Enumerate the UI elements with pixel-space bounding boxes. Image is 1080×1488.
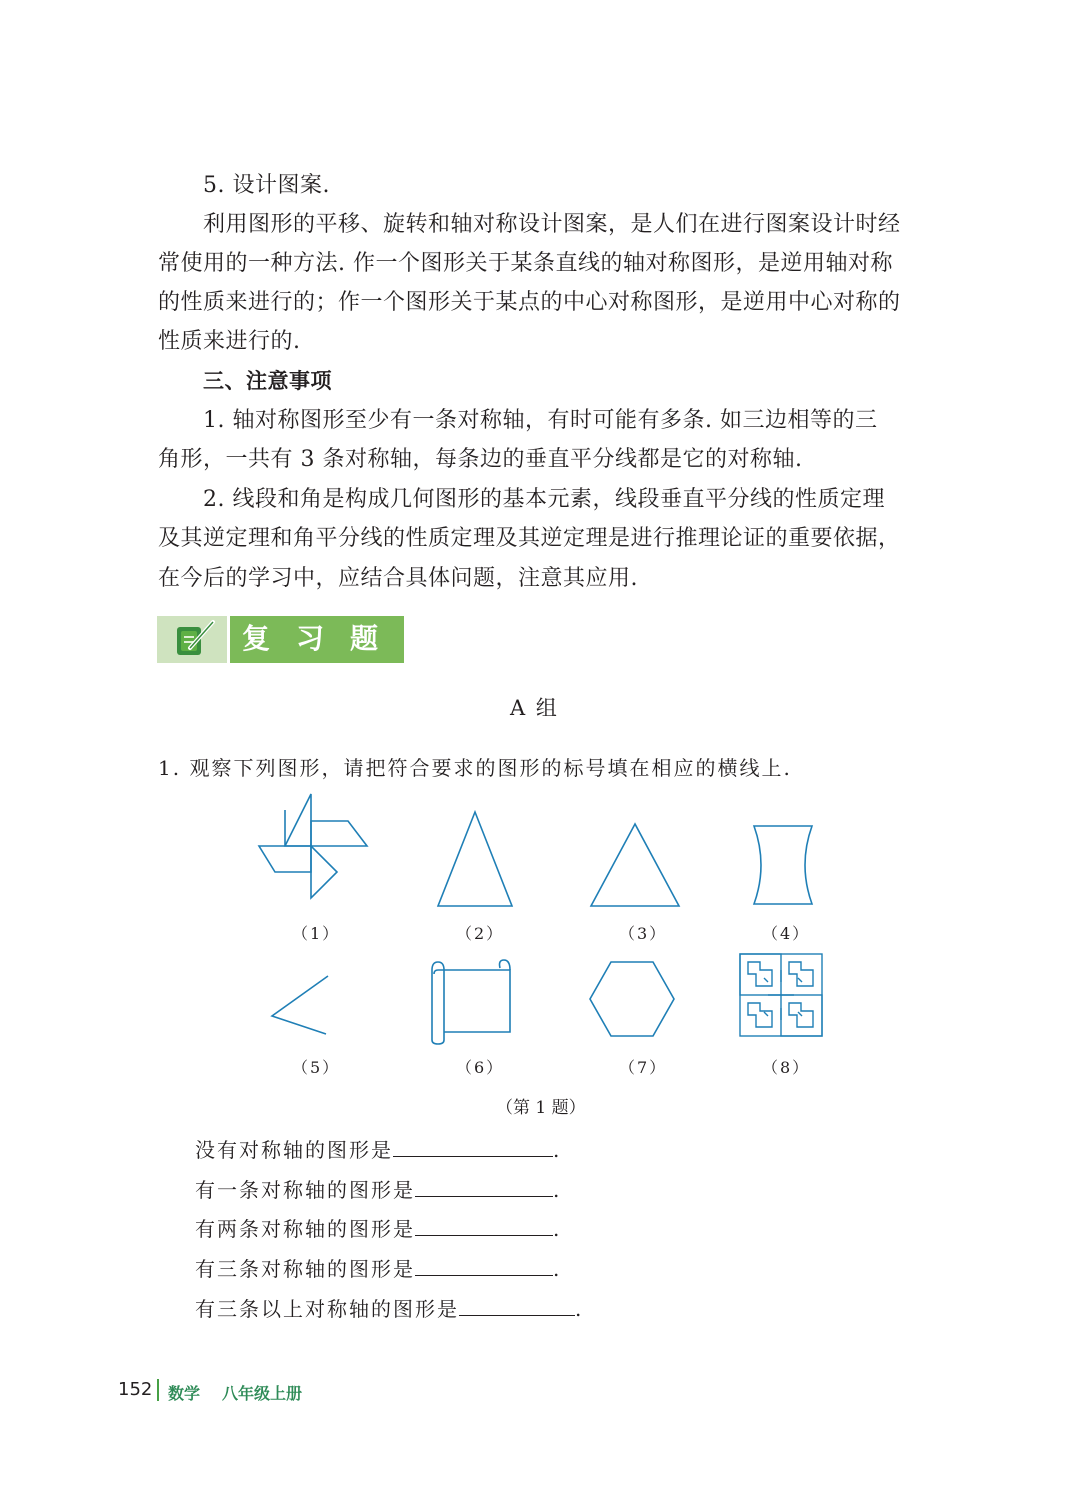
end-mark: .	[553, 1257, 562, 1281]
paragraph-line: 性质来进行的.	[158, 329, 301, 354]
end-mark: .	[553, 1178, 562, 1202]
footer-book: 八年级上册	[222, 1384, 303, 1403]
hexagon-figure-7	[586, 958, 678, 1040]
paragraph-line: 1. 轴对称图形至少有一条对称轴，有时可能有多条. 如三边相等的三	[203, 408, 878, 433]
answer-line	[195, 1253, 561, 1282]
figure-label: （4）	[762, 924, 811, 943]
figure-label: （5）	[292, 1058, 341, 1077]
end-mark: .	[553, 1217, 562, 1241]
figure-caption: （第 1 题）	[496, 1098, 586, 1118]
paragraph-line: 在今后的学习中，应结合具体问题，注意其应用.	[158, 566, 638, 591]
figure-label: （7）	[619, 1058, 668, 1077]
answer-prompt: 有三条以上对称轴的图形是	[195, 1297, 459, 1321]
pinwheel-figure-1	[250, 790, 380, 905]
footer-divider	[157, 1379, 159, 1401]
figure-label: （8）	[762, 1058, 811, 1077]
paragraph-line: 及其逆定理和角平分线的性质定理及其逆定理是进行推理论证的重要依据，	[158, 526, 901, 551]
answer-line	[195, 1293, 583, 1322]
answer-line	[195, 1174, 561, 1203]
paragraph-line: 的性质来进行的；作一个图形关于某点的中心对称图形，是逆用中心对称的	[158, 290, 901, 315]
figure-label: （1）	[292, 924, 341, 943]
answer-blank[interactable]	[415, 1213, 553, 1236]
section-heading: 三、注意事项	[203, 369, 332, 393]
paragraph-line: 2. 线段和角是构成几何图形的基本元素，线段垂直平分线的性质定理	[203, 487, 885, 512]
answer-prompt: 没有对称轴的图形是	[195, 1138, 393, 1162]
question-prompt: 1. 观察下列图形，请把符合要求的图形的标号填在相应的横线上.	[158, 756, 792, 780]
answer-blank[interactable]	[393, 1134, 553, 1157]
page-number: 152	[118, 1379, 153, 1400]
answer-blank[interactable]	[415, 1253, 553, 1276]
angle-figure-5	[266, 970, 336, 1040]
paragraph-line: 利用图形的平移、旋转和轴对称设计图案，是人们在进行图案设计时经	[203, 212, 901, 237]
answer-line	[195, 1134, 561, 1163]
figure-label: （3）	[619, 924, 668, 943]
answer-prompt: 有三条对称轴的图形是	[195, 1257, 415, 1281]
answer-prompt: 有一条对称轴的图形是	[195, 1178, 415, 1202]
paragraph-line: 常使用的一种方法. 作一个图形关于某条直线的轴对称图形，是逆用轴对称	[158, 251, 893, 276]
review-banner-icon-bg	[157, 616, 227, 663]
figure-label: （2）	[456, 924, 505, 943]
answer-line	[195, 1213, 561, 1242]
footer-subject: 数学	[168, 1384, 201, 1403]
concave-shape-figure-4	[748, 822, 818, 908]
end-mark: .	[575, 1297, 584, 1321]
review-banner-title: 复习题	[242, 622, 405, 655]
tile-pattern-figure-8	[738, 952, 824, 1038]
scroll-figure-6	[426, 956, 518, 1046]
isosceles-triangle-figure-2	[432, 808, 517, 910]
section-heading: 5. 设计图案.	[203, 173, 330, 198]
answer-blank[interactable]	[459, 1293, 575, 1316]
figure-label: （6）	[456, 1058, 505, 1077]
end-mark: .	[553, 1138, 562, 1162]
notebook-pencil-icon	[157, 616, 227, 663]
answer-prompt: 有两条对称轴的图形是	[195, 1217, 415, 1241]
group-label: A 组	[510, 696, 559, 720]
answer-blank[interactable]	[415, 1174, 553, 1197]
paragraph-line: 角形，一共有 3 条对称轴，每条边的垂直平分线都是它的对称轴.	[158, 447, 803, 472]
equilateral-triangle-figure-3	[586, 820, 686, 910]
